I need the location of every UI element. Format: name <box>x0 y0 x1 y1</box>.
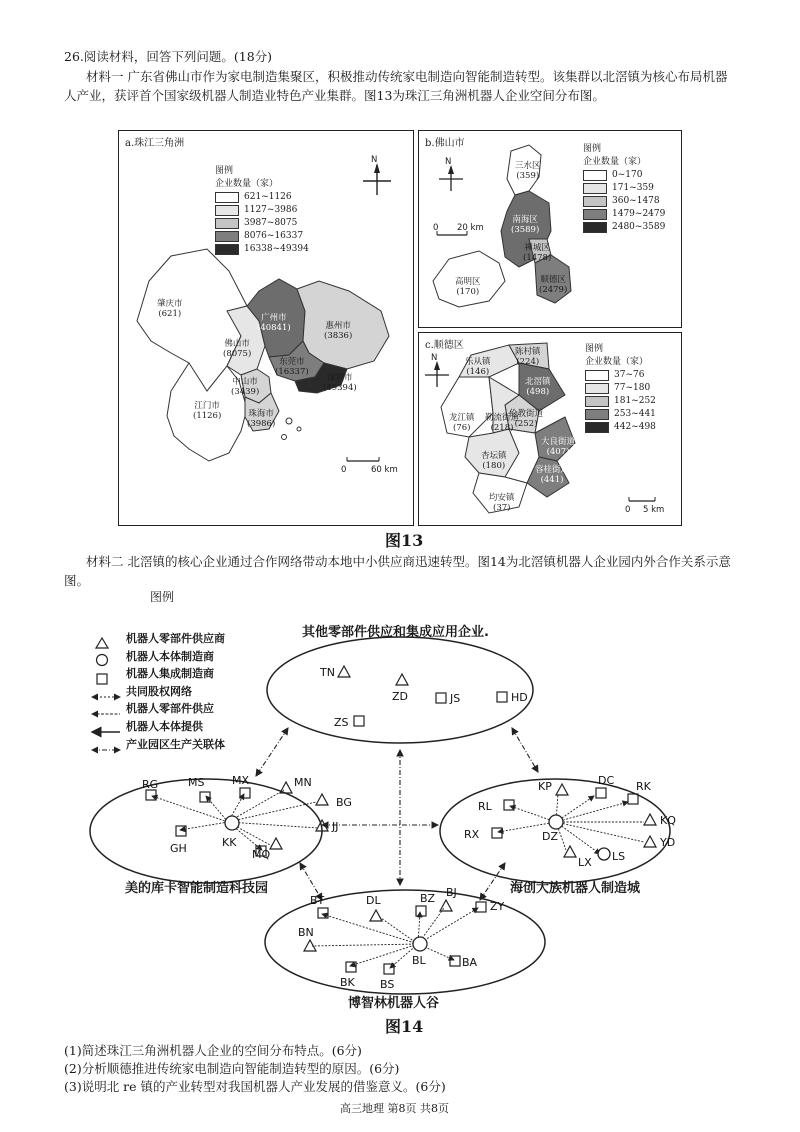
node-label: DC <box>598 774 615 787</box>
scale-label: 60 km <box>371 465 398 475</box>
fig14-legend-title: 图例 <box>150 590 175 604</box>
material-2: 材料二 北滘镇的核心企业通过合作网络带动本地中小供应商迅速转型。图14为北滘镇机器人企业园内外合作关系示意图。 <box>64 554 731 588</box>
legend-item: 机器人集成制造商 <box>126 667 214 681</box>
node-kp <box>556 784 568 795</box>
scale-label: 0 <box>625 505 631 515</box>
node-label: TN <box>320 666 335 679</box>
node-mq <box>270 838 282 849</box>
node-kq <box>644 814 656 825</box>
map-panel-foshan <box>418 130 682 328</box>
node-label: KQ <box>660 814 676 827</box>
legend-item: 360~1478 <box>612 196 660 206</box>
town-label: 均安镇 (37) <box>489 493 515 513</box>
legend-item: 1127~3986 <box>244 205 298 215</box>
city-label: 佛山市 (8075) <box>223 339 252 359</box>
node-zd <box>396 674 408 685</box>
district-label: 三水区 (359) <box>515 161 541 181</box>
node-kk <box>225 816 239 830</box>
node-label: LX <box>578 856 592 869</box>
legend-subtitle: 企业数量（家） <box>585 357 649 367</box>
city-label: 广州市 (40841) <box>257 313 291 333</box>
town-label: 陈村镇 (224) <box>515 347 541 367</box>
legend-subtitle: 企业数量（家） <box>583 157 647 167</box>
panel-a-title: a.珠江三角洲 <box>125 138 185 149</box>
city-label: 珠海市 (3986) <box>247 409 276 429</box>
legend-item: 181~252 <box>614 396 656 406</box>
town-label: 伦教街道 (252) <box>509 409 544 429</box>
legend-swatch <box>583 222 607 233</box>
map-panel-shunde <box>418 332 682 526</box>
ellipse-left <box>90 779 322 883</box>
legend-item: 共同股权网络 <box>126 684 192 698</box>
node-bz <box>416 906 426 916</box>
legend-triangle-icon <box>96 638 108 648</box>
legend-title: 图例 <box>585 344 604 354</box>
node-label: BJ <box>446 886 457 899</box>
legend-item: 8076~16337 <box>244 231 304 241</box>
node-label: MN <box>294 776 312 789</box>
scale-label: 0 <box>433 223 439 233</box>
panel-a-legend <box>215 165 309 256</box>
node-dl <box>370 910 382 921</box>
city-label: 惠州市 (3836) <box>324 321 353 341</box>
node-js <box>436 693 446 703</box>
city-label: 中山市 (3439) <box>231 377 260 397</box>
legend-swatch <box>215 192 239 203</box>
node-label: RK <box>636 780 651 793</box>
panel-c-legend <box>585 343 656 434</box>
node-label: BT <box>310 894 325 907</box>
legend-swatch <box>585 383 609 394</box>
legend-title: 图例 <box>215 166 234 176</box>
legend-item: 产业园区生产关联体 <box>126 737 225 751</box>
page-footer: 高三地理 第8页 共8页 <box>340 1102 449 1115</box>
node-label: BZ <box>420 892 436 905</box>
town-label: 乐从镇 (146) <box>465 357 491 377</box>
material-1: 材料一 广东省佛山市作为家电制造集聚区，积极推动传统家电制造向智能制造转型。该集群以北滘镇为核心布局机器人产业，获评首个国家级机器人制造业特色产业集群。图13为珠江三角洲机器人企业空间分布图。 <box>64 69 728 103</box>
legend-item: 0~170 <box>612 170 643 180</box>
district-label: 顺德区 (2479) <box>539 275 568 295</box>
node-label: ZY <box>490 900 505 913</box>
legend-item: 机器人零部件供应商 <box>126 632 225 645</box>
top-ellipse-title: 其他零部件供应和集成应用企业. <box>302 625 489 640</box>
legend-swatch <box>583 209 607 220</box>
north-arrow-icon <box>363 163 391 195</box>
node-label: BL <box>412 954 426 967</box>
node-dc <box>596 788 606 798</box>
node-rx <box>492 828 502 838</box>
node-ba <box>450 956 460 966</box>
right-park-name: 海创大族机器人制造城 <box>510 881 641 896</box>
town-label: 龙江镇 (76) <box>449 413 475 433</box>
city-label: 深圳市 (49394) <box>323 373 357 393</box>
panel-b-title: b.佛山市 <box>425 138 465 149</box>
node-bl <box>413 937 427 951</box>
legend-square-icon <box>97 674 107 684</box>
node-rk <box>628 794 638 804</box>
scale-label: 0 <box>341 465 347 475</box>
node-label: MX <box>232 774 250 787</box>
node-label: MQ <box>252 848 271 861</box>
legend-item: 16338~49394 <box>244 244 309 254</box>
node-ms <box>200 792 210 802</box>
legend-item: 621~1126 <box>244 192 292 202</box>
legend-item: 3987~8075 <box>244 218 298 228</box>
legend-circle-icon <box>97 655 108 666</box>
node-ls <box>598 848 610 860</box>
district-label: 禅城区 (1478) <box>523 243 552 263</box>
figure-13-caption: 图13 <box>385 531 424 550</box>
town-label: 北滘镇 (498) <box>525 377 551 397</box>
node-rg <box>146 790 156 800</box>
town-label: 大良街道 (407) <box>541 437 576 457</box>
panel-b-legend <box>583 143 665 234</box>
legend-swatch <box>583 196 607 207</box>
town-label: 容桂街道 (441) <box>535 465 570 485</box>
node-label: BK <box>340 976 355 989</box>
node-label: HD <box>511 691 528 704</box>
town-label: 杏坛镇 (180) <box>481 451 507 471</box>
north-arrow-icon <box>425 361 449 387</box>
node-bt <box>318 908 328 918</box>
node-tn <box>338 666 350 677</box>
node-label: ZD <box>392 690 409 703</box>
node-label: MS <box>188 776 205 789</box>
panel-c-title: c.顺德区 <box>425 340 464 351</box>
node-bg <box>316 794 328 805</box>
legend-swatch <box>585 370 609 381</box>
node-yd <box>644 836 656 847</box>
node-label: JJ <box>332 820 339 833</box>
north-arrow-icon <box>439 165 463 191</box>
node-label: RG <box>142 778 159 791</box>
node-label: BS <box>380 978 395 991</box>
bottom-park-name: 博智林机器人谷 <box>348 996 440 1011</box>
district-label: 南海区 (3589) <box>511 215 540 235</box>
legend-item: 253~441 <box>614 409 656 419</box>
legend-subtitle: 企业数量（家） <box>215 179 279 189</box>
node-label: GH <box>170 842 187 855</box>
legend-title: 图例 <box>583 144 602 154</box>
legend-swatch <box>215 231 239 242</box>
node-label: BA <box>462 956 478 969</box>
city-label: 东莞市 (16337) <box>275 357 309 377</box>
node-label: RL <box>478 800 492 813</box>
left-park-name: 美的库卡智能制造科技园 <box>125 881 269 896</box>
node-gh <box>176 826 186 836</box>
city-label: 江门市 (1126) <box>193 401 222 421</box>
node-label: BN <box>298 926 314 939</box>
sub-question-3: (3)说明北 re 镇的产业转型对我国机器人产业发展的借鉴意义。(6分) <box>64 1079 446 1094</box>
node-bn <box>304 940 316 951</box>
node-dz <box>549 815 563 829</box>
legend-swatch <box>215 205 239 216</box>
legend-swatch <box>215 244 239 255</box>
node-lx <box>564 846 576 857</box>
legend-item: 机器人零部件供应 <box>126 702 214 716</box>
node-zs <box>354 716 364 726</box>
node-rl <box>504 800 514 810</box>
node-label: KK <box>222 836 237 849</box>
legend-swatch <box>585 409 609 420</box>
node-mx <box>240 788 250 798</box>
scale-label: 5 km <box>643 505 665 515</box>
legend-item: 2480~3589 <box>612 222 666 232</box>
figure-14-caption: 图14 <box>385 1017 424 1036</box>
node-bj <box>440 900 452 911</box>
town-label: 勒流街道 (218) <box>485 413 520 433</box>
node-label: ZS <box>334 716 349 729</box>
legend-swatch <box>215 218 239 229</box>
legend-item: 171~359 <box>612 183 654 193</box>
node-label: KP <box>538 780 552 793</box>
node-label: DZ <box>542 830 559 843</box>
node-bk <box>346 962 356 972</box>
node-zy <box>476 902 486 912</box>
node-label: BG <box>336 796 352 809</box>
node-label: YD <box>660 836 676 849</box>
sub-question-1: (1)简述珠江三角洲机器人企业的空间分布特点。(6分) <box>64 1043 362 1058</box>
scale-label: 20 km <box>457 223 484 233</box>
fig14-legend <box>126 630 225 753</box>
node-label: LS <box>612 850 626 863</box>
city-label: 肇庆市 (621) <box>157 299 183 319</box>
node-label: JS <box>450 692 461 705</box>
legend-item: 442~498 <box>614 422 656 432</box>
network-diagram <box>0 610 800 1040</box>
district-label: 高明区 (170) <box>455 277 481 297</box>
north-label: N <box>431 353 438 363</box>
sub-question-2: (2)分析顺德推进传统家电制造向智能制造转型的原因。(6分) <box>64 1061 400 1076</box>
legend-item: 机器人本体制造商 <box>126 649 214 663</box>
node-label: DL <box>366 894 381 907</box>
legend-item: 机器人本体提供 <box>126 719 203 733</box>
legend-swatch <box>583 183 607 194</box>
legend-item: 77~180 <box>614 383 651 393</box>
north-label: N <box>371 155 378 165</box>
node-hd <box>497 692 507 702</box>
legend-swatch <box>585 396 609 407</box>
north-label: N <box>445 157 452 167</box>
legend-item: 1479~2479 <box>612 209 666 219</box>
legend-swatch <box>583 170 607 181</box>
node-label: RX <box>464 828 480 841</box>
question-heading: 26.阅读材料，回答下列问题。(18分) <box>64 49 273 64</box>
legend-swatch <box>585 422 609 433</box>
map-panel-pearl-river-delta <box>118 130 414 526</box>
legend-item: 37~76 <box>614 370 645 380</box>
